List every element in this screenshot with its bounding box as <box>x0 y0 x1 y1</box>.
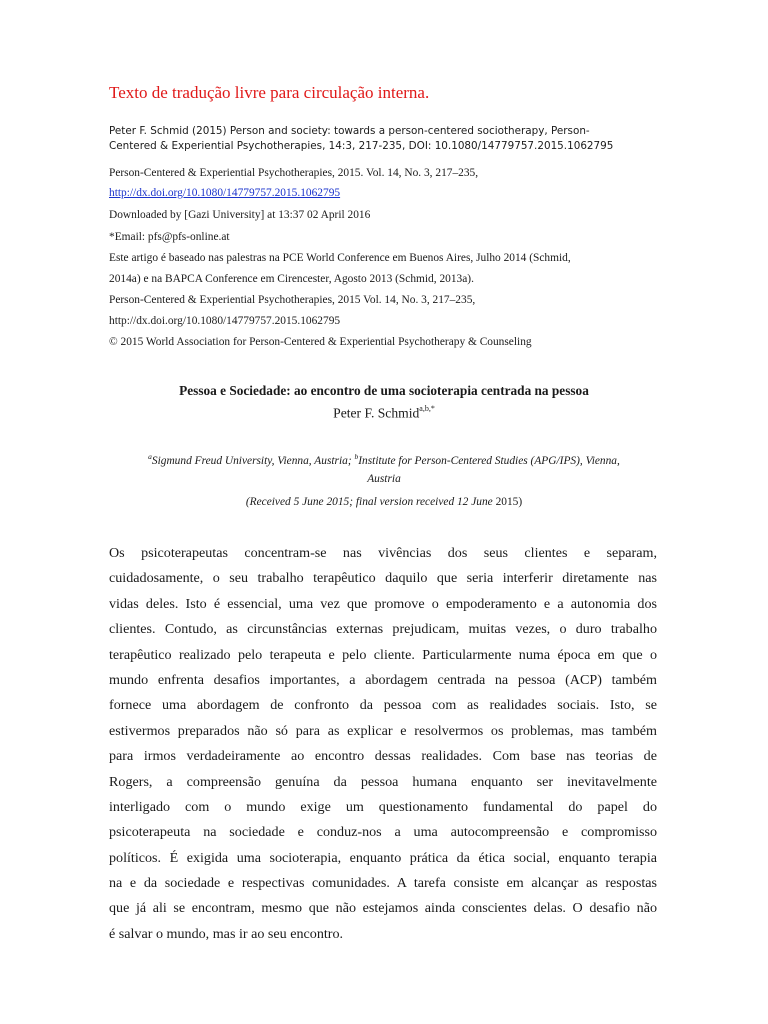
body-text-line: psicoterapeuta na sociedade e conduz-nos a uma autocompreensão e compromisso <box>109 824 657 841</box>
article-author <box>0 405 768 422</box>
body-text-line: clientes. Contudo, as circunstâncias externas prejudicam, muitas vezes, o duro trabalho <box>109 621 657 638</box>
body-text-line: na e da sociedade e respectivas comunidades. A tarefa consiste em alcançar as respostas <box>109 875 657 892</box>
body-text-line: Rogers, a compreensão genuína da pessoa humana enquanto ser inevitavelmente <box>109 773 657 790</box>
affiliation-line <box>0 452 768 467</box>
article-note-line: Este artigo é baseado nas palestras na PCE World Conference em Buenos Aires, Julho 2014 (Schmid, <box>109 252 571 264</box>
affil-b-text: Institute for Person-Centered Studies (APG/IPS), Vienna, <box>358 454 620 467</box>
body-text-line: cuidadosamente, o seu trabalho terapêutico daquilo que seria interferir diretamente nas <box>109 570 657 587</box>
received-italic: (Received 5 June 2015; final version received 12 June <box>245 496 496 508</box>
body-text-line: interligado com o mundo exige um questionamento fundamental do papel do <box>109 798 657 815</box>
journal-line: Person-Centered & Experiential Psychotherapies, 2015. Vol. 14, No. 3, 217–235, <box>109 167 479 179</box>
copyright-line: © 2015 World Association for Person-Centered & Experiential Psychotherapy & Counseling <box>109 336 532 348</box>
body-text-line: que já ali se encontram, mesmo que não estejamos ainda conscientes delas. O desafio não <box>109 900 657 917</box>
email-line: *Email: pfs@pfs-online.at <box>109 231 230 243</box>
citation-line: Centered & Experiential Psychotherapies, 14:3, 217-235, DOI: 10.1080/14779757.2015.1062795 <box>109 139 614 152</box>
received-dates <box>0 496 768 508</box>
doi-link[interactable]: http://dx.doi.org/10.1080/14779757.2015.1062795 <box>109 187 341 199</box>
affil-a-superscript: a <box>148 452 152 461</box>
translation-note: Texto de tradução livre para circulação interna. <box>109 83 430 102</box>
author-name: Peter F. Schmid <box>333 405 420 421</box>
author-superscript: a,b,* <box>419 404 435 413</box>
citation-line: Peter F. Schmid (2015) Person and society: towards a person-centered sociotherapy, Person- <box>109 125 590 137</box>
journal-line: Person-Centered & Experiential Psychotherapies, 2015 Vol. 14, No. 3, 217–235, <box>109 294 476 306</box>
body-text-line: para irmos verdadeiramente ao encontro dessas realidades. Com base nas teorias de <box>109 748 657 765</box>
body-text-line: vidas deles. Isto é essencial, uma vez que promove o empoderamento e a autonomia dos <box>109 595 657 612</box>
body-text-line: é salvar o mundo, mas ir ao seu encontro. <box>109 925 344 942</box>
body-text-line: terapêutico realizado pelo terapeuta e pelo cliente. Particularmente numa época em que o <box>109 646 657 663</box>
citation-block <box>109 124 669 153</box>
article-note-line: 2014a) e na BAPCA Conference em Cirencester, Agosto 2013 (Schmid, 2013a). <box>109 273 474 285</box>
body-text-line: estivermos preparados não só para as explicar e resolvermos os problemas, mas também <box>109 722 657 739</box>
body-text-line: fornece uma abordagem de confronto da pessoa com as realidades sociais. Isto, se <box>109 697 657 714</box>
body-text-line: mundo enfrenta desafios importantes, a abordagem centrada na pessoa (ACP) também <box>109 671 657 688</box>
body-text-line: Os psicoterapeutas concentram-se nas vivências dos seus clientes e separam, <box>109 545 657 561</box>
affil-a-text: Sigmund Freud University, Vienna, Austria; <box>151 454 355 467</box>
body-text-line: políticos. É exigida uma socioterapia, enquanto prática da ética social, enquanto terapia <box>109 849 657 866</box>
affil-b-superscript: b <box>354 452 359 461</box>
affiliation-line-continued: Austria <box>367 473 401 485</box>
article-title: Pessoa e Sociedade: ao encontro de uma socioterapia centrada na pessoa <box>179 383 589 398</box>
doi-text: http://dx.doi.org/10.1080/14779757.2015.1062795 <box>109 315 341 327</box>
abstract-paragraph <box>109 541 657 947</box>
received-year: 2015) <box>495 496 523 508</box>
download-info: Downloaded by [Gazi University] at 13:37 02 April 2016 <box>109 209 371 221</box>
